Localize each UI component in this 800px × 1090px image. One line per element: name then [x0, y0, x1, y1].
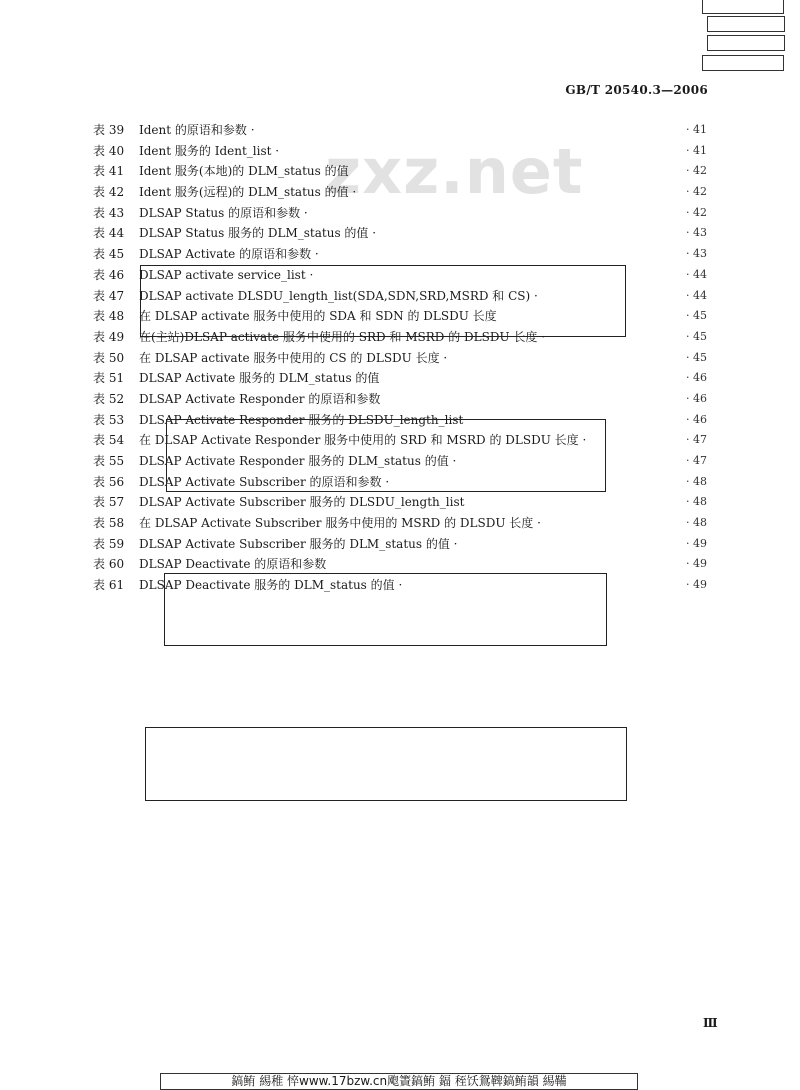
footer-banner: 鎬鲔 緆稚 悴www.17bzw.cn飑簀鎬鲔 鍢 秷饫鴛鞞鎬鲔韻 緆鞴 — [160, 1073, 638, 1090]
toc-row — [93, 368, 713, 389]
toc-table-number: 表 47 — [93, 288, 125, 303]
stamp-box-4 — [702, 55, 784, 71]
toc-table-number: 表 52 — [93, 391, 125, 406]
toc-table-number: 表 45 — [93, 247, 125, 262]
toc-page-number: · 41 — [686, 143, 707, 157]
toc-table-number: 表 57 — [93, 495, 125, 510]
toc-row — [93, 120, 713, 141]
toc-page-number: · 48 — [686, 495, 707, 509]
toc-table-number: 表 42 — [93, 185, 125, 200]
toc-table-number: 表 39 — [93, 123, 125, 137]
toc-table-title: Ident 服务的 Ident_list · — [139, 143, 280, 158]
toc-row — [93, 348, 713, 369]
toc-table-title: DLSAP Activate 服务的 DLM_status 的值 — [139, 371, 380, 386]
toc-table-title: 在(主站)DLSAP activate 服务中使用的 SRD 和 MSRD 的 DLSDU 长度 · — [139, 329, 546, 344]
toc-table-title: DLSAP Status 的原语和参数 · — [139, 205, 308, 220]
toc-page-number: · 42 — [686, 185, 707, 199]
toc-page-number: · 49 — [686, 557, 707, 571]
toc-table-number: 表 49 — [93, 329, 125, 344]
toc-table-title: 在 DLSAP activate 服务中使用的 SDA 和 SDN 的 DLSDU 长度 — [139, 309, 497, 324]
stamp-box-3 — [707, 35, 785, 51]
toc-table-number: 表 46 — [93, 267, 125, 282]
toc-page-number: · 46 — [686, 391, 707, 405]
toc-page-number: · 46 — [686, 412, 707, 426]
toc-table-title: DLSAP Activate Responder 服务的 DLSDU_length_list — [139, 412, 464, 427]
overlay-frame-1 — [140, 265, 626, 337]
toc-row — [93, 223, 713, 244]
toc-row — [93, 182, 713, 203]
overlay-frame-4 — [145, 727, 627, 801]
toc-table-number: 表 48 — [93, 309, 125, 324]
toc-table-title: DLSAP Activate Responder 服务的 DLM_status 的值 · — [139, 454, 457, 468]
toc-table-title: Ident 的原语和参数 · — [139, 123, 255, 137]
toc-page-number: · 49 — [686, 536, 707, 550]
toc-table-number: 表 56 — [93, 474, 125, 489]
toc-page-number: · 49 — [686, 578, 707, 592]
toc-page-number: · 42 — [686, 164, 707, 178]
toc-page-number: · 43 — [686, 247, 707, 261]
toc-page-number: · 45 — [686, 350, 707, 364]
toc-table-title: Ident 服务(远程)的 DLM_status 的值 · — [139, 185, 357, 200]
table-of-tables — [93, 120, 713, 596]
toc-row — [93, 389, 713, 410]
toc-table-title: DLSAP Activate Responder 的原语和参数 — [139, 391, 381, 406]
toc-table-number: 表 58 — [93, 516, 125, 531]
toc-page-number: · 48 — [686, 516, 707, 530]
overlay-frame-2 — [166, 419, 606, 492]
toc-table-title: DLSAP activate DLSDU_length_list(SDA,SDN,SRD,MSRD 和 CS) · — [139, 288, 538, 303]
toc-table-title: DLSAP Deactivate 的原语和参数 — [139, 557, 327, 572]
toc-page-number: · 41 — [686, 123, 707, 136]
toc-page-number: · 45 — [686, 309, 707, 323]
toc-table-title: DLSAP Activate Subscriber 服务的 DLM_status 的值 · — [139, 536, 458, 551]
stamp-box-1 — [702, 0, 784, 14]
stamp-box-2 — [707, 16, 785, 32]
toc-page-number: · 45 — [686, 329, 707, 343]
toc-row — [93, 141, 713, 162]
toc-page-number: · 47 — [686, 433, 707, 447]
toc-table-number: 表 60 — [93, 557, 125, 572]
toc-table-number: 表 53 — [93, 412, 125, 427]
toc-table-number: 表 61 — [93, 578, 125, 593]
toc-row — [93, 534, 713, 555]
toc-table-number: 表 40 — [93, 143, 125, 158]
toc-row — [93, 203, 713, 224]
toc-row — [93, 244, 713, 265]
toc-page-number: · 44 — [686, 288, 707, 302]
toc-table-number: 表 41 — [93, 164, 125, 179]
toc-page-number: · 47 — [686, 454, 707, 467]
toc-row — [93, 492, 713, 513]
toc-table-title: DLSAP Deactivate 服务的 DLM_status 的值 · — [139, 578, 403, 593]
toc-row — [93, 513, 713, 534]
toc-table-number: 表 59 — [93, 536, 125, 551]
toc-table-title: 在 DLSAP Activate Subscriber 服务中使用的 MSRD 的 DLSDU 长度 · — [139, 516, 541, 531]
toc-row — [93, 161, 713, 182]
toc-page-number: · 43 — [686, 226, 707, 240]
overlay-frame-3 — [164, 573, 607, 646]
toc-table-title: Ident 服务(本地)的 DLM_status 的值 — [139, 164, 349, 179]
watermark: zxz.net — [325, 135, 584, 208]
toc-page-number: · 42 — [686, 205, 707, 219]
toc-page-number: · 48 — [686, 474, 707, 488]
toc-table-number: 表 50 — [93, 350, 125, 365]
toc-table-title: DLSAP Activate Subscriber 服务的 DLSDU_length_list — [139, 495, 465, 510]
standard-code: GB/T 20540.3—2006 — [565, 83, 708, 97]
toc-table-number: 表 43 — [93, 205, 125, 220]
toc-table-title: DLSAP activate service_list · — [139, 267, 314, 282]
toc-table-number: 表 54 — [93, 433, 125, 448]
toc-table-title: DLSAP Activate 的原语和参数 · — [139, 247, 319, 262]
toc-page-number: · 46 — [686, 371, 707, 385]
toc-table-title: DLSAP Status 服务的 DLM_status 的值 · — [139, 226, 377, 241]
page-number: Ⅲ — [703, 1016, 718, 1030]
toc-table-title: 在 DLSAP Activate Responder 服务中使用的 SRD 和 MSRD 的 DLSDU 长度 · — [139, 433, 587, 448]
toc-table-number: 表 44 — [93, 226, 125, 241]
toc-table-title: DLSAP Activate Subscriber 的原语和参数 · — [139, 474, 390, 489]
toc-table-title: 在 DLSAP activate 服务中使用的 CS 的 DLSDU 长度 · — [139, 350, 448, 365]
toc-page-number: · 44 — [686, 267, 707, 281]
toc-table-number: 表 55 — [93, 454, 125, 468]
toc-table-number: 表 51 — [93, 371, 125, 386]
